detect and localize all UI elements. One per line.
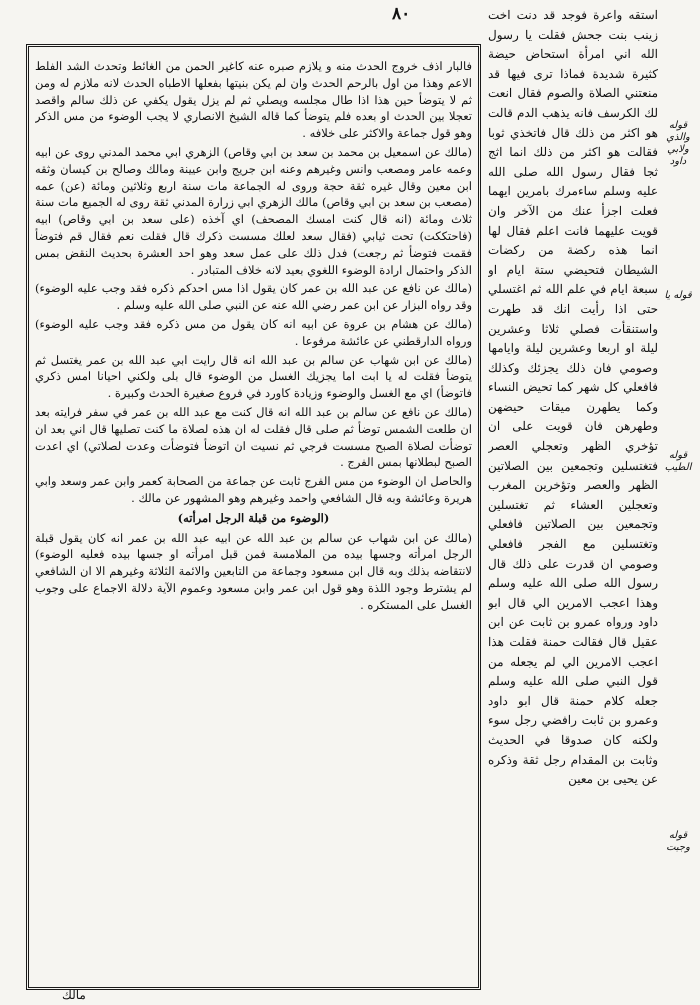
page-number: ٨٠ <box>392 4 411 24</box>
main-paragraph: والحاصل ان الوضوء من مس الفرج ثابت عن جماعة من الصحابة كعمر وابن عمر وسعد وابي هريرة وعائشة وبه قال الشافعي واحمد وغيرهم وهو المشهور عن مالك . <box>35 474 472 505</box>
main-paragraph: (مالك عن نافع عن سالم بن عبد الله انه قال كنت مع عبد الله بن عمر في سفر فرايته بعد ان طلعت الشمس توضأ ثم صلى قال فقلت له ان هذه لصلاة ما كنت تصليها قال اني بعد ان توضأت لصلاة الصبح مسست فرجي ثم نسيت ان اتوضأ فتوضأت وعدت لصلاتي) اي اعدت الصبح لبطلانها بمس الفرج . <box>35 404 472 470</box>
main-paragraph: (مالك عن ابن شهاب عن سالم بن عبد الله عن ابيه عبد الله بن عمر انه كان يقول قبلة الرجل امرأته وجسها بيده من الملامسة فمن قبل امرأته او جسها بيده فعليه الوضوء) لانتقاضه بذلك وبه قال ابن مسعود وجماعة من التابعين والائمة الثلاثة وغيرهم الا ان الشافعي لم يشترط وجود اللذة وهو قول ابن عمر وابن مسعود وعموم الآية دلالة الاجماع على وجوب الغسل على المستكره . <box>35 530 472 612</box>
section-heading: (الوضوء من قبلة الرجل امرأته) <box>177 510 330 525</box>
main-paragraph: فالبار اذف خروج الحدث منه و يلازم صبره عنه كاغير الحمن من الغائط وتحدث الشد الفلط الاعم وهذا من اول بالرحم الحدث وان لم يكن بنيتها بفعلها الاطباه الحدث لانه ملازم له ومن ثم لا يتوضأ حين هذا اذا طال مجلسه ويصلي ثم لم يزل يقول يكفي عن ذلك سالم واقصد تعجلا بين الحدث او بعده فلم يتوضأ كما قاله الشيخ الانصاري لا يجب الوضوء من مس الذكر وهو قول جماعة والاكثر على خلافه . <box>35 59 472 141</box>
main-paragraph: (مالك عن ابن شهاب عن سالم بن عبد الله انه قال رايت ابي عبد الله بن عمر يغتسل ثم يتوضأ فقلت له يا ابت اما يجزيك الغسل من الوضوء قال بلى ولكني احيانا امس ذكري فاتوضأ) اي مع الغسل والوضوء وزيادة كاورد في فروع صغيرة الحدث وكبيرة . <box>35 352 472 401</box>
main-commentary-text <box>35 58 472 978</box>
margin-gloss: قوله يا <box>664 290 692 301</box>
catchword: مالك <box>62 988 86 1002</box>
main-paragraph: (مالك عن اسمعيل بن محمد بن سعد بن ابي وقاص) الزهري ابي محمد المدني روى عن ابيه وعمه عامر ومصعب وانس وغيرهم وعنه ابن جريج وابن عيينة ومالك وصالح بن كيسان وثقه ابن معين وقال غيره ثقة حجة وروى له الجماعة مات سنة اربع وثلاثين ومائة (عن) عمه (مصعب بن سعد بن ابي وقاص) مالك الزهري ابي زرارة المدني ثقة روى له الجميع مات سنة ثلاث ومائة (انه قال كنت امسك المصحف) اي آخذه (على سعد بن ابي وقاص) ابيه (فاحتككت) تحت ثيابي (فقال سعد لعلك مسست ذكرك قال فقلت نعم فقال قم فتوضأ فقمت فتوضأ ثم رجعت) فدل ذلك على عمل سعد وهو احد العشرة بحديث النقض بمس الذكر واحتمال ارادة الوضوء اللغوي بعيد لانه خلاف المتبادر . <box>35 144 472 277</box>
margin-gloss: قوله وجبت <box>666 830 690 853</box>
main-paragraph: (مالك عن هشام بن عروة عن ابيه انه كان يقول من مس ذكره فقد وجب عليه الوضوء) ورواه الدارقطني عن عائشة مرفوعا . <box>35 316 472 348</box>
main-paragraph: (مالك عن نافع عن عبد الله بن عمر كان يقول اذا مس احدكم ذكره فقد وجب عليه الوضوء) وقد رواه البزار عن ابن عمر رضي الله عنه عن النبي صلى الله عليه وسلم . <box>35 281 472 313</box>
margin-gloss: قوله والذي ولابي داود <box>666 120 690 167</box>
margin-paragraph: استقه واعرة فوجد قد دنت اخت زينب بنت جحش فقلت يا رسول الله اني امرأة استحاض حيضة كثيرة شديدة فماذا ترى فيها قد منعتني الصلاة والصوم فقال انعت لك الكرسف فانه يذهب الدم قالت هو اكثر من ذلك قال فاتخذي ثوبا فقالت هو اكثر من ذلك انما اثج ثجا فقال رسول الله صلى الله عليه وسلم ساءمرك بامرين ايهما فعلت اجزأ عنك من الآخر وان قويت عليهما فانت اعلم فقال لها انما هذه ركضة من ركضات الشيطان فتحيضي ستة ايام او سبعة ايام في علم الله ثم اغتسلي حتى اذا رأيت انك قد طهرت واستنقأت فصلي ثلاثا وعشرين ليلة او اربعا وعشرين ليلة وايامها وصومي فان ذلك يجزئك وكذلك فافعلي كل شهر كما تحيض النساء وكما يطهرن ميقات حيضهن وطهرهن فان قويت على ان تؤخري الظهر وتعجلي العصر فتغتسلين وتجمعين بين الصلاتين الظهر والعصر وتؤخرين المغرب وتعجلين العشاء ثم تغتسلين وتجمعين بين الصلاتين فافعلي وتغتسلين مع الفجر فافعلي وصومي ان قدرت على ذلك قال رسول الله صلى الله عليه وسلم وهذا اعجب الامرين الي قال ابو داود ورواه عمرو بن ثابت عن ابن عقيل قال فقالت حمنة فقلت هذا اعجب الامرين الي لم يجعله من قول النبي صلى الله عليه وسلم جعله كلام حمنة قال ابو داود وعمرو بن ثابت رافضي رجل سوء ولكنه كان صدوقا في الحديث وثابت بن المقدام رجل ثقة وذكره عن يحيى بن معين <box>488 8 658 787</box>
margin-gloss: قوله الطيب <box>664 450 692 473</box>
margin-commentary-text <box>488 6 658 991</box>
